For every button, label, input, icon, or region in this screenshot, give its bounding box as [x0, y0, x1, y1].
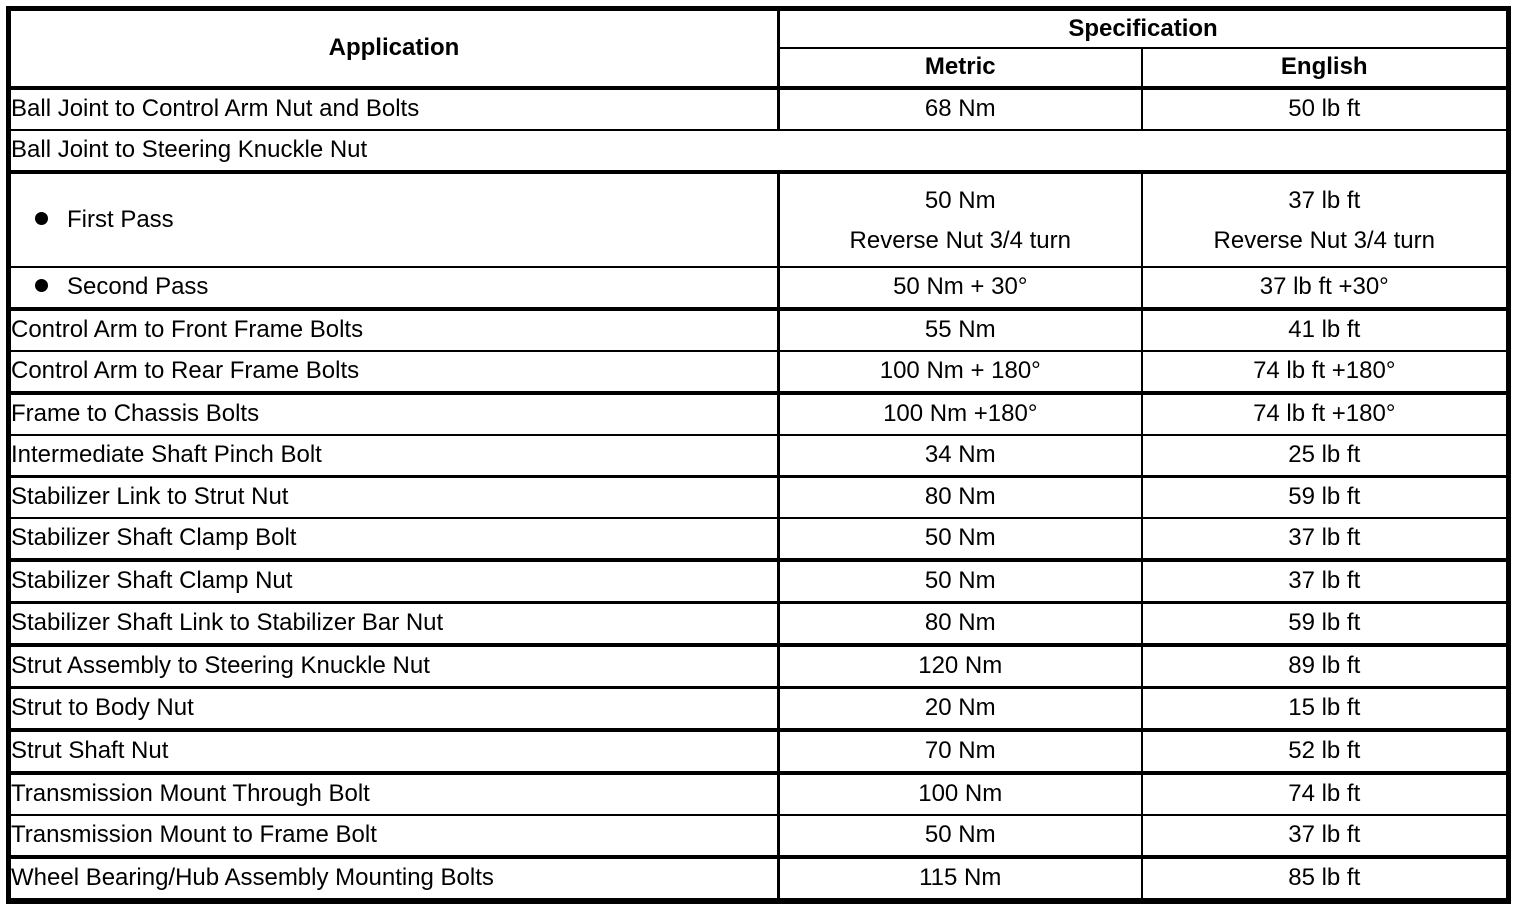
bullet-icon	[35, 212, 48, 225]
section-title-cell: Ball Joint to Steering Knuckle Nut	[11, 136, 368, 163]
metric-cell	[779, 172, 1142, 267]
application-label: First Pass	[67, 205, 174, 233]
torque-spec-table	[6, 6, 1511, 904]
table-row	[9, 476, 1509, 518]
metric-cell: 50 Nm + 30°	[779, 267, 1142, 309]
metric-cell: 20 Nm	[779, 687, 1142, 730]
application-cell: Control Arm to Rear Frame Bolts	[9, 351, 779, 393]
metric-cell: 34 Nm	[779, 435, 1142, 477]
application-cell	[9, 172, 779, 267]
specification-column-header: Specification	[779, 9, 1509, 48]
english-cell: 37 lb ft	[1288, 567, 1361, 594]
metric-cell: 100 Nm + 180°	[779, 351, 1142, 393]
table-row	[9, 815, 1509, 857]
metric-value-line1: 50 Nm	[924, 186, 996, 214]
english-cell: 15 lb ft	[1288, 694, 1361, 721]
metric-cell: 50 Nm	[779, 815, 1142, 857]
metric-cell: 115 Nm	[779, 857, 1142, 901]
english-cell: 89 lb ft	[1288, 652, 1361, 679]
english-cell: 85 lb ft	[1288, 864, 1361, 891]
table-row	[9, 435, 1509, 477]
metric-cell: 120 Nm	[779, 645, 1142, 688]
table-row	[9, 518, 1509, 560]
english-cell: 37 lb ft	[1288, 821, 1361, 848]
bullet-icon	[35, 279, 48, 292]
metric-cell: 100 Nm	[779, 773, 1142, 815]
application-cell: Transmission Mount Through Bolt	[9, 773, 779, 815]
metric-cell: 50 Nm	[779, 518, 1142, 560]
application-cell: Strut to Body Nut	[9, 687, 779, 730]
application-cell: Stabilizer Shaft Clamp Nut	[9, 560, 779, 603]
table-row	[9, 773, 1509, 815]
english-value-line1: 37 lb ft	[1288, 186, 1361, 214]
metric-cell: 80 Nm	[779, 602, 1142, 645]
application-cell: Stabilizer Shaft Clamp Bolt	[9, 518, 779, 560]
application-cell: Frame to Chassis Bolts	[9, 393, 779, 435]
english-cell: 25 lb ft	[1288, 441, 1361, 468]
application-cell: Strut Shaft Nut	[9, 730, 779, 773]
english-cell	[1142, 172, 1509, 267]
table-row	[9, 393, 1509, 435]
english-cell: 59 lb ft	[1288, 483, 1361, 510]
metric-cell: 100 Nm +180°	[779, 393, 1142, 435]
table-row	[9, 560, 1509, 603]
application-cell: Strut Assembly to Steering Knuckle Nut	[9, 645, 779, 688]
table-row	[9, 645, 1509, 688]
english-cell: 74 lb ft +180°	[1253, 357, 1396, 384]
english-cell: 37 lb ft	[1288, 524, 1361, 551]
english-value-line2: Reverse Nut 3/4 turn	[1213, 226, 1435, 254]
table-row	[9, 687, 1509, 730]
table-row	[9, 309, 1509, 351]
metric-cell: 68 Nm	[779, 88, 1142, 130]
application-cell: Stabilizer Link to Strut Nut	[9, 476, 779, 518]
table-row	[9, 88, 1509, 130]
metric-cell: 70 Nm	[779, 730, 1142, 773]
table-row	[9, 351, 1509, 393]
application-cell: Stabilizer Shaft Link to Stabilizer Bar Nut	[9, 602, 779, 645]
english-cell: 74 lb ft	[1288, 780, 1361, 807]
english-cell: 50 lb ft	[1288, 95, 1361, 122]
metric-cell: 50 Nm	[779, 560, 1142, 603]
table-row	[9, 730, 1509, 773]
application-cell: Ball Joint to Control Arm Nut and Bolts	[9, 88, 779, 130]
application-label: Second Pass	[67, 273, 209, 300]
english-cell: 41 lb ft	[1288, 316, 1361, 343]
application-cell: Wheel Bearing/Hub Assembly Mounting Bolts	[9, 857, 779, 901]
english-cell: 59 lb ft	[1288, 609, 1361, 636]
english-cell: 74 lb ft +180°	[1253, 400, 1396, 427]
table-row	[9, 602, 1509, 645]
metric-cell: 80 Nm	[779, 476, 1142, 518]
metric-value-line2: Reverse Nut 3/4 turn	[849, 226, 1071, 254]
table-row	[9, 267, 1509, 309]
english-column-header: English	[1280, 53, 1368, 80]
metric-column-header: Metric	[779, 48, 1142, 88]
application-cell: Control Arm to Front Frame Bolts	[9, 309, 779, 351]
english-cell: 37 lb ft +30°	[1259, 273, 1389, 300]
table-row	[9, 172, 1509, 267]
english-cell: 52 lb ft	[1288, 737, 1361, 764]
application-cell: Intermediate Shaft Pinch Bolt	[9, 435, 779, 477]
metric-cell: 55 Nm	[779, 309, 1142, 351]
table-row	[9, 857, 1509, 901]
header-row-specification	[9, 9, 1509, 48]
application-column-header: Application	[9, 9, 779, 88]
application-cell: Transmission Mount to Frame Bolt	[9, 815, 779, 857]
table-section-row	[9, 130, 1509, 172]
application-cell	[9, 267, 779, 309]
